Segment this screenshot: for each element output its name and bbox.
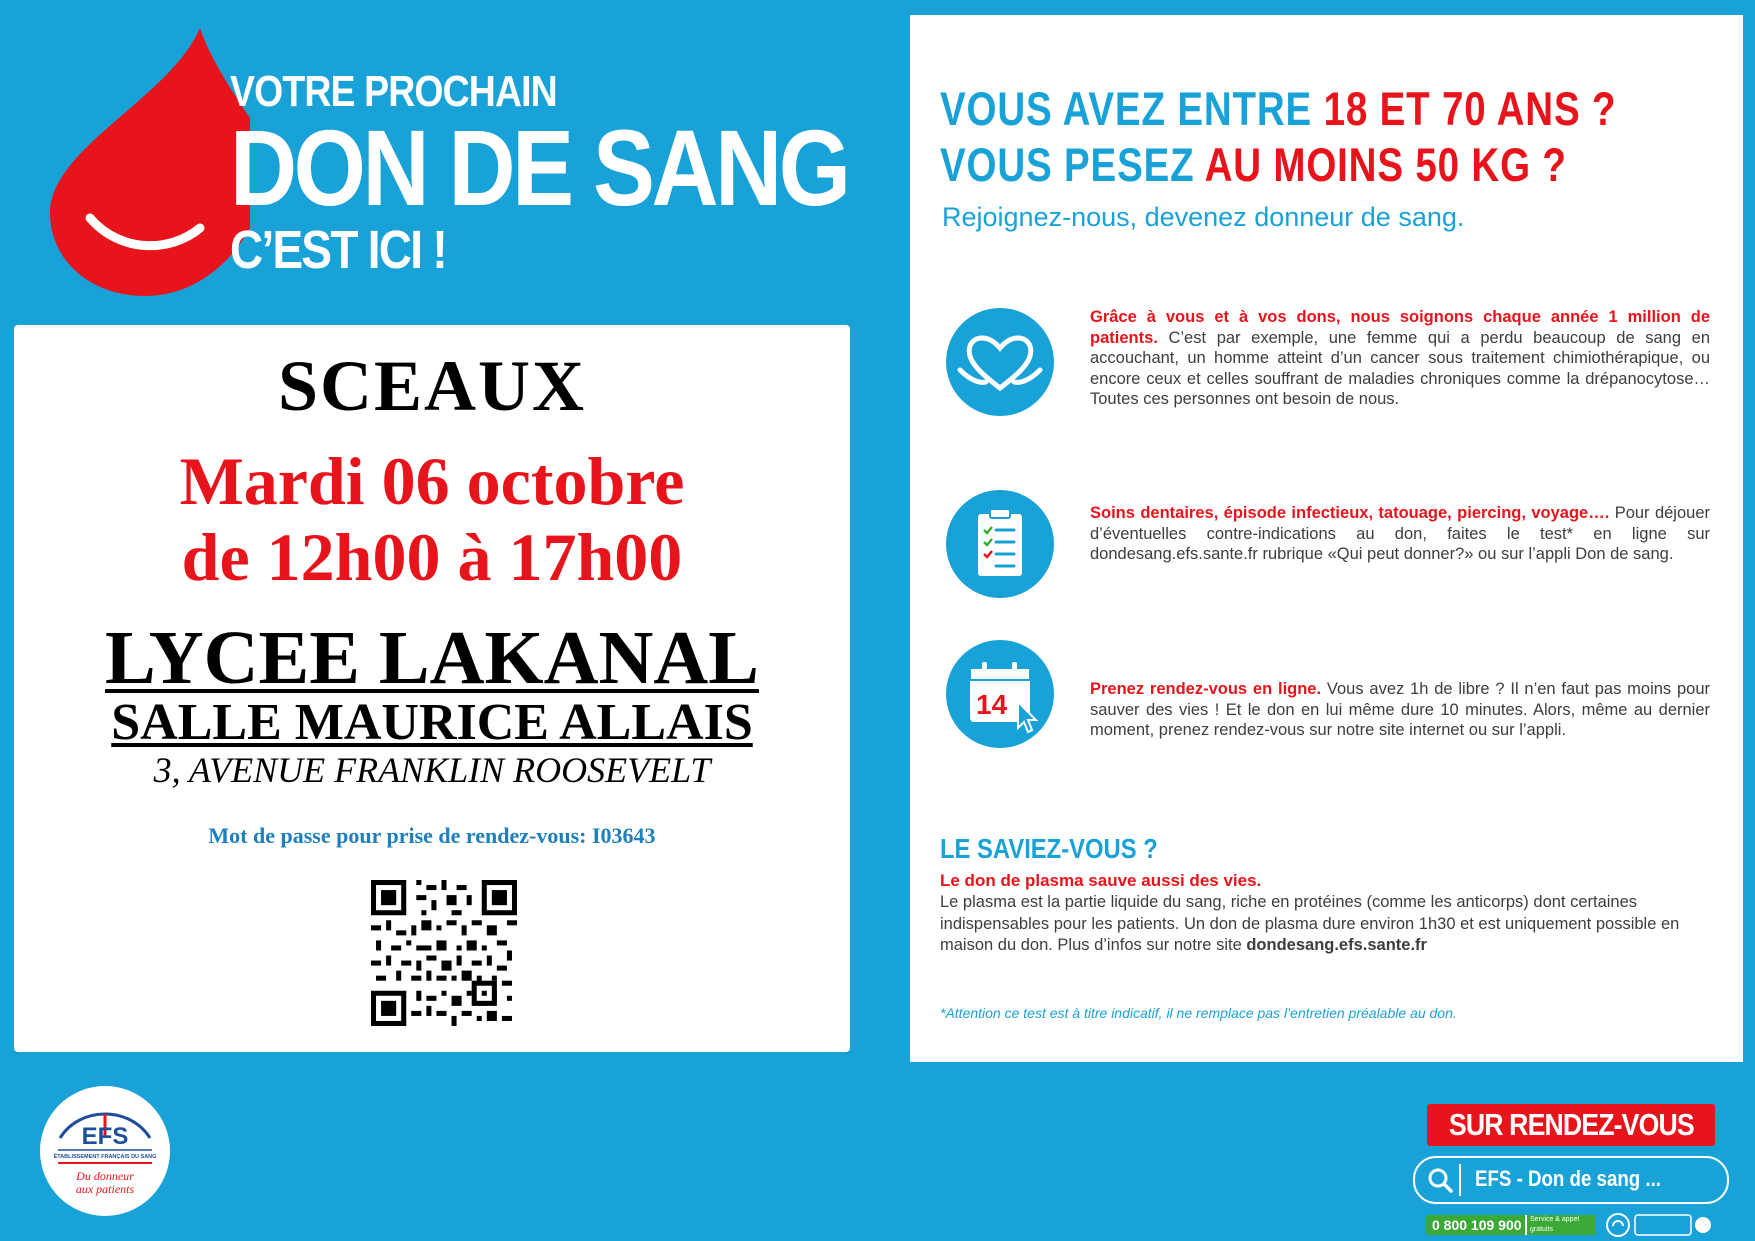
calendar-day: 14 xyxy=(976,689,1008,720)
did-you-know-subtitle: Le don de plasma sauve aussi des vies. xyxy=(940,871,1262,890)
info-item-patients-bold: Grâce à vous et à vos dons, nous soignons chaque année 1 million de patients. xyxy=(1090,308,1710,347)
did-you-know-text xyxy=(940,892,1700,957)
info-item-test-bold: Soins dentaires, épisode infectieux, tatouage, piercing, voyage…. xyxy=(1090,504,1610,522)
qr-code-icon[interactable] xyxy=(371,880,517,1026)
event-room: SALLE MAURICE ALLAIS xyxy=(111,694,753,751)
info-item-appointment-bold: Prenez rendez-vous en ligne. xyxy=(1090,680,1322,698)
booking-password: Mot de passe pour prise de rendez-vous: I03643 xyxy=(208,823,656,848)
join-tagline: Rejoignez-nous, devenez donneur de sang. xyxy=(942,202,1465,232)
info-item-patients-text: C’est par exemple, une femme qui a perdu beaucoup de sang en accouchant, un homme atteint d’un cancer sous traitement chimiothérapique, ou encore ceux et celles souffrant de maladies chroniques comme la drépanocytose… Toutes ces personnes ont besoin de nous. xyxy=(1090,328,1710,408)
weight-question-highlight: AU MOINS 50 KG ? xyxy=(1204,138,1567,191)
age-question xyxy=(940,81,1616,136)
blood-drop-logo xyxy=(50,28,250,296)
efs-tagline-1: Du donneur xyxy=(76,1169,134,1183)
checklist-icon xyxy=(946,490,1054,598)
did-you-know-body: Le plasma est la partie liquide du sang, riche en protéines (comme les anticorps) dont certaines indispensables pour les patients. Un don de plasma dure environ 1h30 et est uniquement possible en maison du don. Plus d’infos sur notre site xyxy=(940,893,1680,954)
appointment-badge xyxy=(1427,1104,1715,1146)
calendar-icon xyxy=(946,640,1054,748)
header-line-2: DON DE SANG xyxy=(230,107,848,228)
recycling-info-icon xyxy=(1605,1212,1715,1238)
event-date: Mardi 06 octobre xyxy=(179,443,685,519)
info-item-appointment-text: Vous avez 1h de libre ? Il n’en faut pas moins pour sauver des vies ! Et le don en lui même dure 10 minutes. Alors, même au dernier moment, prenez rendez-vous sur notre site internet ou sur l’appli. xyxy=(1090,680,1711,739)
efs-full-name: ÉTABLISSEMENT FRANÇAIS DU SANG xyxy=(53,1154,157,1160)
header-line-3: C’EST ICI ! xyxy=(230,220,446,280)
phone-number[interactable]: 0 800 109 900 xyxy=(1426,1215,1528,1235)
event-hours: de 12h00 à 17h00 xyxy=(181,519,683,595)
search-icon xyxy=(1427,1167,1453,1193)
search-text: EFS - Don de sang ... xyxy=(1475,1166,1661,1191)
info-item-test xyxy=(1090,503,1710,565)
event-details-panel xyxy=(14,325,850,1052)
search-divider xyxy=(1459,1164,1461,1196)
header-line-1: VOTRE PROCHAIN xyxy=(230,67,557,116)
info-item-patients xyxy=(1090,307,1710,410)
efs-tagline-2: aux patients xyxy=(75,1182,135,1196)
efs-emblem-icon xyxy=(40,1086,170,1216)
did-you-know-title: LE SAVIEZ-VOUS ? xyxy=(940,833,1158,864)
efs-logo xyxy=(40,1086,170,1216)
info-item-test-text: Pour déjouer d’éventuelles contre-indications au don, faites le test* en ligne sur dondesang.efs.sante.fr rubrique «Qui peut donner?» ou sur l’appli Don de sang. xyxy=(1090,504,1710,563)
event-venue: LYCEE LAKANAL xyxy=(105,616,759,700)
event-date-block xyxy=(14,443,850,595)
heart-hands-icon xyxy=(946,308,1054,416)
disclaimer: *Attention ce test est à titre indicatif, il ne remplace pas l’entretien préalable au don. xyxy=(940,1005,1457,1021)
appointment-badge-label: SUR RENDEZ-VOUS xyxy=(1448,1107,1694,1142)
age-question-highlight: 18 ET 70 ANS ? xyxy=(1323,82,1617,135)
weight-question-prefix: VOUS PESEZ xyxy=(940,138,1205,191)
header-title xyxy=(230,67,948,280)
weight-question xyxy=(940,137,1567,192)
info-panel xyxy=(910,15,1743,1062)
event-city: SCEAUX xyxy=(277,346,587,426)
age-question-prefix: VOUS AVEZ ENTRE xyxy=(940,82,1324,135)
event-address: 3, AVENUE FRANKLIN ROOSEVELT xyxy=(153,750,711,790)
website-link[interactable]: dondesang.efs.sante.fr xyxy=(1246,936,1427,954)
search-bar[interactable] xyxy=(1413,1156,1729,1204)
phone-note: Service & appel gratuits xyxy=(1525,1215,1596,1235)
efs-acronym: EFS xyxy=(81,1123,129,1150)
info-item-appointment xyxy=(1090,679,1710,741)
